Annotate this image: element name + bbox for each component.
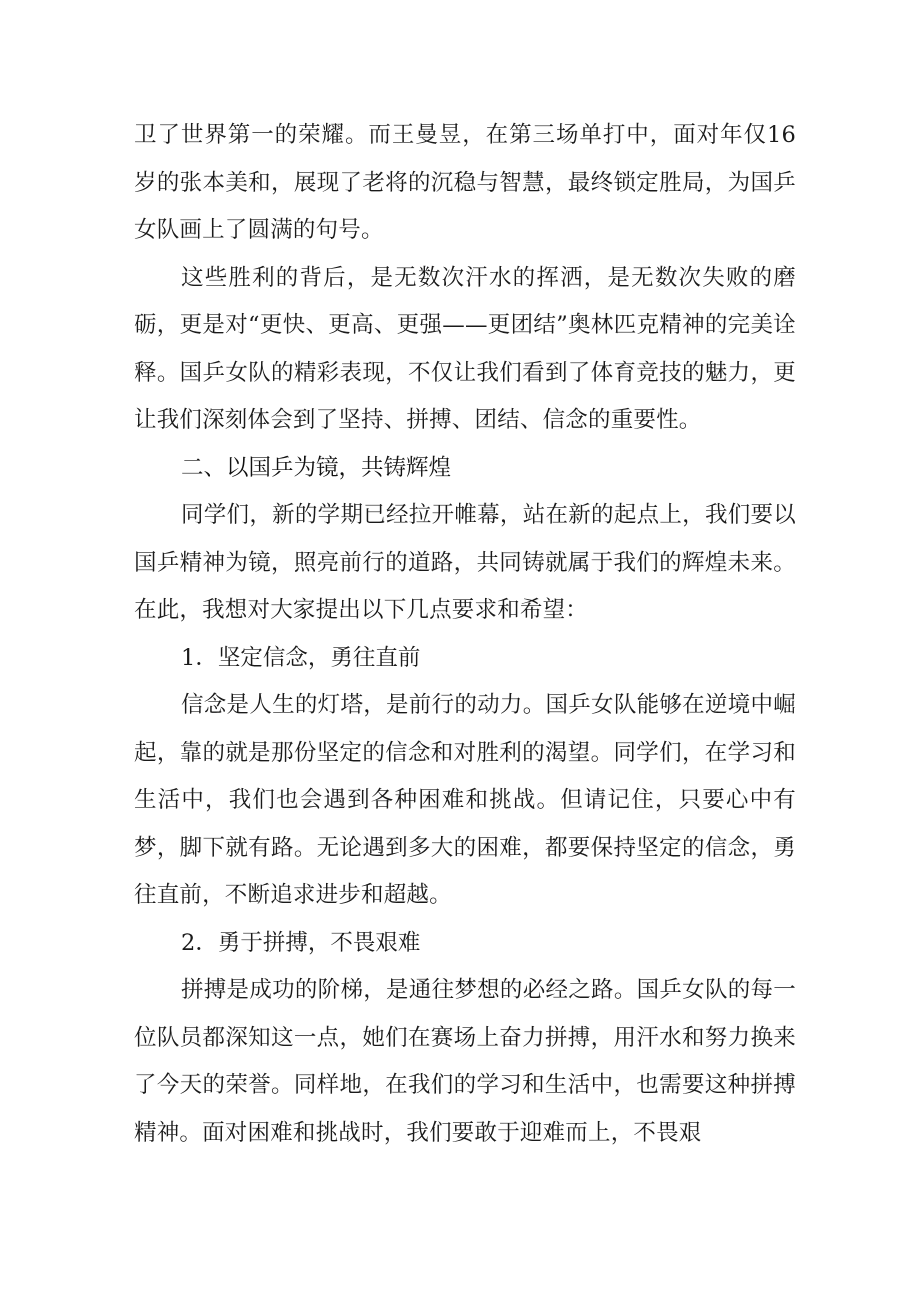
- paragraph-belief: 信念是人生的灯塔，是前行的动力。国乒女队能够在逆境中崛起，靠的就是那份坚定的信念和对胜利的渴望。同学们，在学习和生活中，我们也会遇到各种困难和挑战。但请记住，只要心中有梦，脚下就有路。无论遇到多大的困难，都要保持坚定的信念，勇往直前，不断追求进步和超越。: [134, 692, 796, 908]
- document-body: [134, 112, 796, 1157]
- subheading-firm-belief: 1．坚定信念，勇往直前: [181, 644, 421, 671]
- section-heading: 二、以国乒为镜，共铸辉煌: [181, 454, 452, 481]
- paragraph-continuation: 卫了世界第一的荣耀。而王曼昱，在第三场单打中，面对年仅16岁的张本美和，展现了老将的沉稳与智慧，最终锁定胜局，为国乒女队画上了圆满的句号。: [134, 122, 796, 243]
- paragraph-strive: 拼搏是成功的阶梯，是通往梦想的必经之路。国乒女队的每一位队员都深知这一点，她们在赛场上奋力拼搏，用汗水和努力换来了今天的荣誉。同样地，在我们的学习和生活中，也需要这种拼搏精神。面对困难和挑战时，我们要敢于迎难而上，不畏艰: [134, 977, 796, 1146]
- subheading-strive: 2．勇于拼搏，不畏艰难: [181, 929, 421, 956]
- paragraph-new-semester: 同学们，新的学期已经拉开帷幕，站在新的起点上，我们要以国乒精神为镜，照亮前行的道路，共同铸就属于我们的辉煌未来。在此，我想对大家提出以下几点要求和希望：: [134, 502, 796, 623]
- paragraph-victory-reflection: 这些胜利的背后，是无数次汗水的挥洒，是无数次失败的磨砺，更是对“更快、更高、更强——更团结”奥林匹克精神的完美诠释。国乒女队的精彩表现，不仅让我们看到了体育竞技的魅力，更让我们深刻体会到了坚持、拼搏、团结、信念的重要性。: [134, 264, 796, 433]
